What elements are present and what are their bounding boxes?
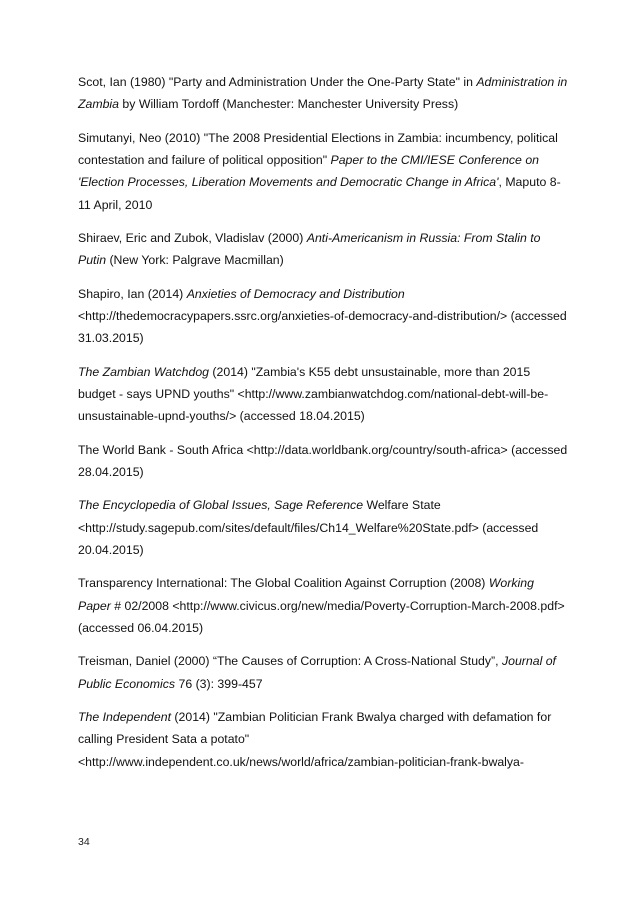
reference-title: Journal of Public Economics [78, 654, 556, 691]
reference-entry [78, 71, 568, 116]
reference-text: Scot, Ian (1980) "Party and Administration Under the One-Party State" in [78, 75, 477, 89]
reference-title: Working Paper [78, 576, 534, 613]
reference-entry [78, 283, 568, 350]
reference-text: Treisman, Daniel (2000) “The Causes of Corruption: A Cross-National Study”, [78, 654, 502, 669]
reference-title: The Zambian Watchdog [78, 364, 210, 379]
reference-entry [78, 494, 568, 561]
reference-text: Welfare State <http://study.sagepub.com/sites/default/files/Ch14_Welfare%20State.pdf> (accessed 20.04.2015) [78, 498, 539, 558]
reference-title: Administration in Zambia [78, 75, 568, 112]
reference-list [78, 71, 568, 784]
reference-text: by William Tordoff (Manchester: Manchester University Press) [119, 97, 459, 112]
reference-text: # 02/2008 <http://www.civicus.org/new/media/Poverty-Corruption-March-2008.pdf> (accessed 06.04.2015) [78, 598, 565, 636]
reference-text: (New York: Palgrave Macmillan) [106, 253, 284, 268]
reference-text: (2014) "Zambian Politician Frank Bwalya charged with defamation for calling President Sata a potato" <http://www.independent.co.uk/news/world/africa/zambian-politician-frank-bwalya- [78, 709, 552, 769]
reference-entry [78, 572, 568, 639]
reference-entry [78, 227, 568, 272]
reference-text: Simutanyi, Neo (2010) "The 2008 Presidential Elections in Zambia: incumbency, political contestation and failure of political opposition" [78, 130, 558, 168]
reference-title: The Encyclopedia of Global Issues, Sage Reference [78, 498, 364, 513]
reference-text: The World Bank - South Africa <http://data.worldbank.org/country/south-africa> (accessed 28.04.2015) [78, 442, 568, 480]
page-number: 34 [78, 836, 90, 848]
reference-title: Anti-Americanism in Russia: From Stalin to Putin [78, 231, 541, 268]
reference-title: The Independent [78, 709, 171, 724]
reference-text: 76 (3): 399-457 [175, 676, 263, 691]
reference-entry [78, 706, 568, 773]
reference-entry [78, 361, 568, 428]
reference-entry [78, 650, 568, 695]
reference-text: Transparency International: The Global Coalition Against Corruption (2008) [78, 576, 489, 591]
reference-entry [78, 127, 568, 217]
reference-text: , Maputo 8-11 April, 2010 [78, 175, 561, 212]
reference-title: Anxieties of Democracy and Distribution [186, 286, 405, 301]
reference-text: Shiraev, Eric and Zubok, Vladislav (2000) [78, 231, 307, 246]
reference-text: <http://thedemocracypapers.ssrc.org/anxieties-of-democracy-and-distribution/> (accessed 31.03.2015) [78, 309, 567, 346]
reference-title: Paper to the CMI/IESE Conference on 'Election Processes, Liberation Movements and Democratic Change in Africa' [78, 153, 539, 190]
reference-entry [78, 439, 568, 484]
reference-text: Shapiro, Ian (2014) [78, 286, 187, 301]
reference-text: (2014) "Zambia's K55 debt unsustainable, more than 2015 budget - says UPND youths" <http://www.zambianwatchdog.com/national-debt-will-be-unsustainable-upnd-youths/> (accessed 18.04.2015) [78, 364, 549, 424]
